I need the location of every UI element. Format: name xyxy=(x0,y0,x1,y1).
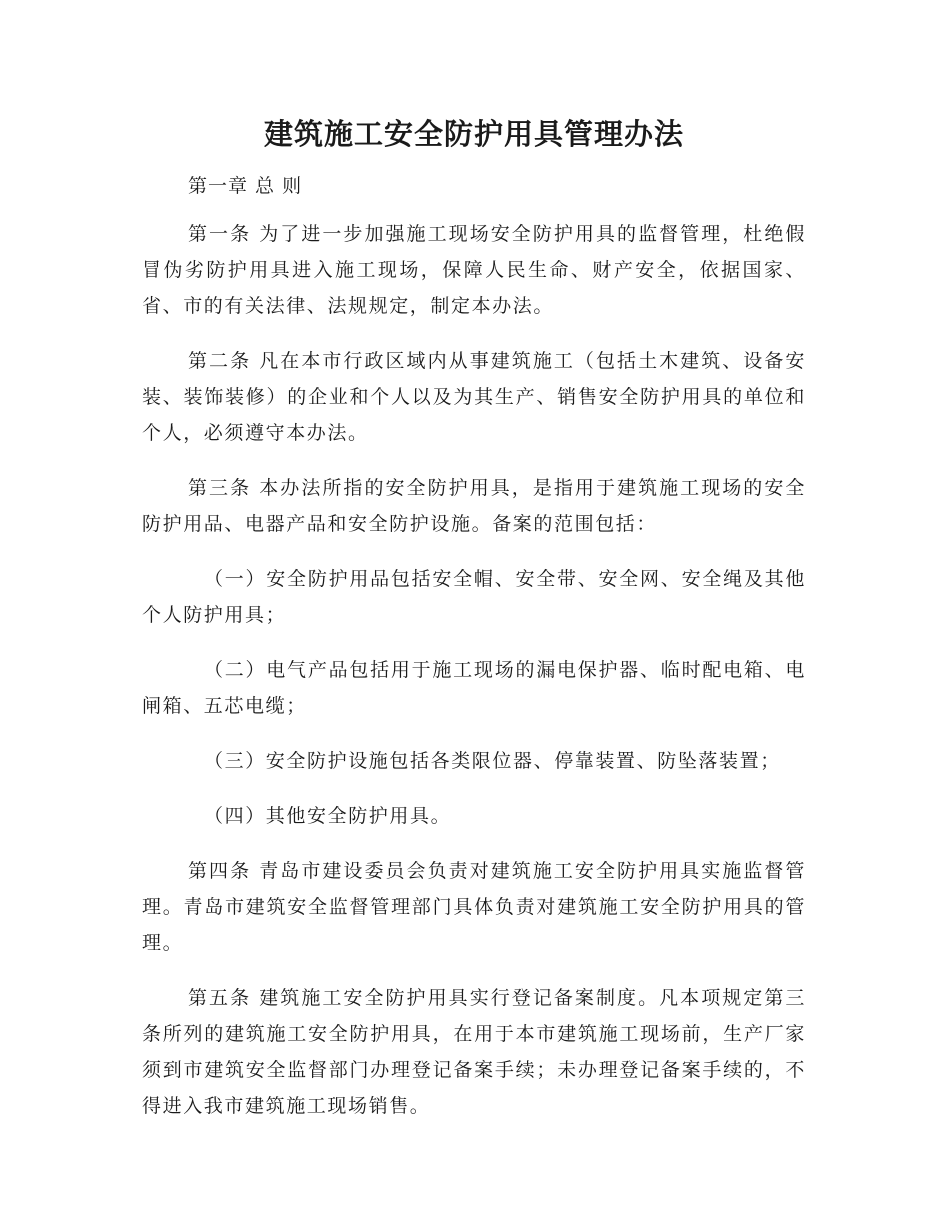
article-2: 第二条 凡在本市行政区域内从事建筑施工（包括土木建筑、设备安装、装饰装修）的企业和个人以及为其生产、销售安全防护用具的单位和个人，必须遵守本办法。 xyxy=(142,350,806,444)
article-4: 第四条 青岛市建设委员会负责对建筑施工安全防护用具实施监督管理。青岛市建筑安全监督管理部门具体负责对建筑施工安全防护用具的管理。 xyxy=(142,860,806,954)
article-1: 第一条 为了进一步加强施工现场安全防护用具的监督管理，杜绝假冒伪劣防护用具进入施工现场，保障人民生命、财产安全，依据国家、省、市的有关法律、法规规定，制定本办法。 xyxy=(142,223,806,317)
article-3-item-1: （一）安全防护用品包括安全帽、安全带、安全网、安全绳及其他个人防护用具； xyxy=(142,568,806,626)
article-3-item-3: （三）安全防护设施包括各类限位器、停靠装置、防坠落装置； xyxy=(204,750,781,772)
article-3: 第三条 本办法所指的安全防护用具，是指用于建筑施工现场的安全防护用品、电器产品和安全防护设施。备案的范围包括： xyxy=(142,477,806,535)
article-3-item-2: （二）电气产品包括用于施工现场的漏电保护器、临时配电箱、电闸箱、五芯电缆； xyxy=(142,659,806,717)
document-page xyxy=(142,112,806,1143)
article-5: 第五条 建筑施工安全防护用具实行登记备案制度。凡本项规定第三条所列的建筑施工安全防护用具，在用于本市建筑施工现场前，生产厂家须到市建筑安全监督部门办理登记备案手续；未办理登记备案手续的，不得进入我市建筑施工现场销售。 xyxy=(142,987,806,1117)
article-3-item-4: （四）其他安全防护用具。 xyxy=(204,805,452,827)
chapter-heading: 第一章 总 则 xyxy=(188,175,303,197)
document-title: 建筑施工安全防护用具管理办法 xyxy=(263,117,684,151)
